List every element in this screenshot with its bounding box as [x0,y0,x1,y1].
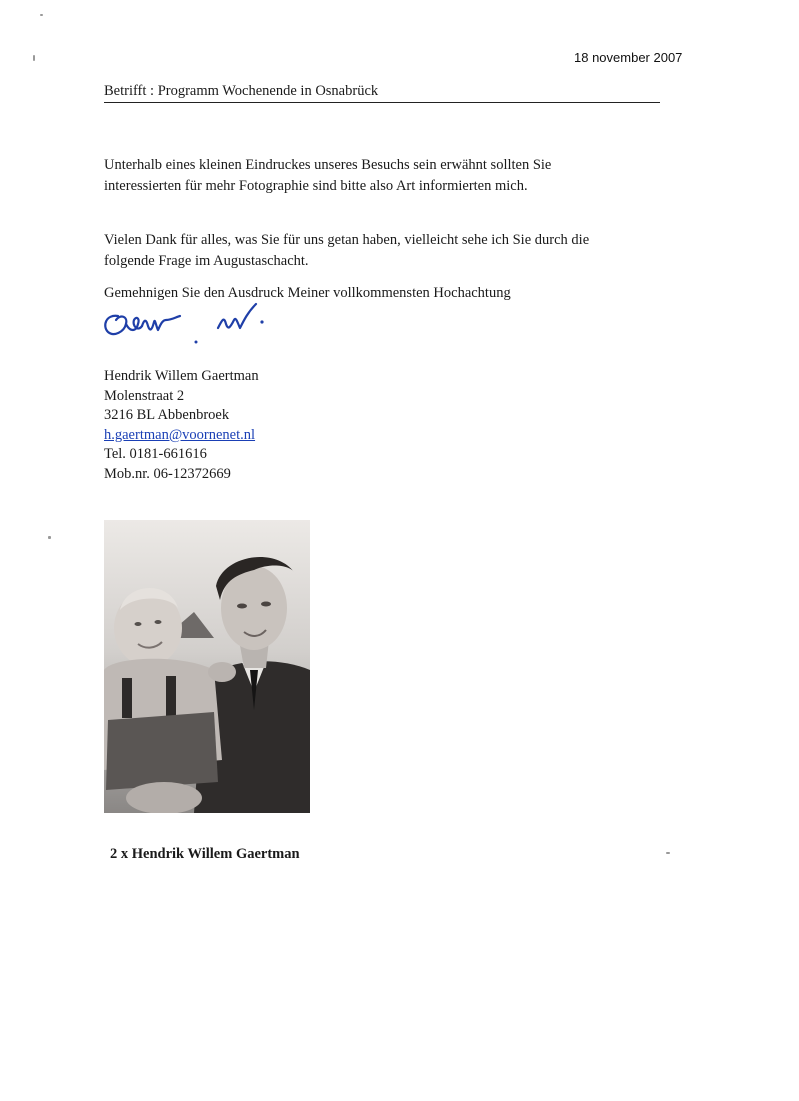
family-photo [104,520,310,813]
scan-speck [33,55,35,61]
contact-name: Hendrik Willem Gaertman [104,368,259,384]
letter-date: 18 november 2007 [574,50,683,65]
contact-mobile: Mob.nr. 06-12372669 [104,465,231,482]
paragraph-thanks-line2: folgende Frage im Augustaschacht. [104,253,309,269]
contact-block [104,367,259,484]
scan-speck [40,14,43,16]
email-link[interactable]: h.gaertman@voornenet.nl [104,426,256,443]
letter-subject: Betrifft : Programm Wochenende in Osnabrück [104,83,379,99]
paragraph-intro [104,155,664,197]
scan-speck [666,852,670,854]
contact-phone: Tel. 0181-661616 [104,446,207,462]
photo-caption: 2 x Hendrik Willem Gaertman [110,846,300,862]
handwritten-signature [100,302,270,350]
paragraph-intro-line2: interessierten für mehr Fotographie sind bitte also Art informierten mich. [104,178,528,194]
contact-street: Molenstraat 2 [104,387,185,404]
contact-city: 3216 BL Abbenbroek [104,407,230,423]
paragraph-thanks [104,230,664,272]
paragraph-thanks-line1: Vielen Dank für alles, was Sie für uns getan haben, vielleicht sehe ich Sie durch die [104,232,590,248]
paragraph-intro-line1: Unterhalb eines kleinen Eindruckes unseres Besuchs sein erwähnt sollten Sie [104,157,552,173]
closing-line: Gemehnigen Sie den Ausdruck Meiner vollkommensten Hochachtung [104,285,511,301]
scan-speck [48,536,51,539]
subject-underline [104,102,660,103]
